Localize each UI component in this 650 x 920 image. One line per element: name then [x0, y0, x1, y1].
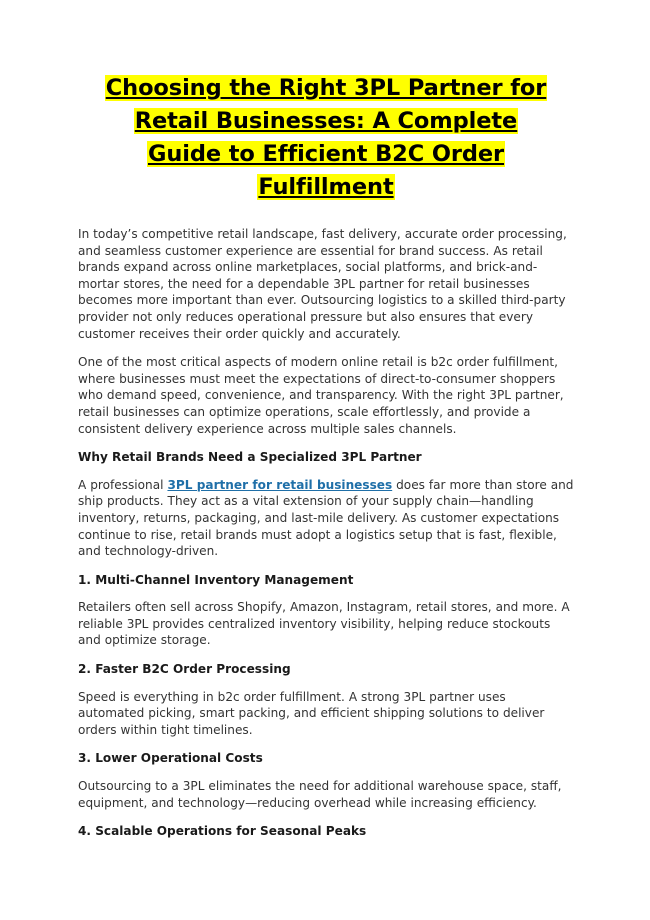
paragraph-multi-channel-inventory: Retailers often sell across Shopify, Amazon, Instagram, retail stores, and more. A reliable 3PL provides centralized inventory visibility, helping reduce stockouts and optimize storage. — [78, 600, 570, 648]
section-heading-faster-b2c-order-processing: 2. Faster B2C Order Processing — [78, 662, 291, 677]
paragraph-faster-b2c-order-processing: Speed is everything in b2c order fulfillment. A strong 3PL partner uses automated picking, smart packing, and efficient shipping solutions to deliver orders within tight timelines. — [78, 689, 545, 737]
page-title — [78, 72, 574, 204]
link-3pl-partner-for-retail-businesses[interactable]: 3PL partner for retail businesses — [167, 477, 393, 492]
intro-paragraph-1: In today’s competitive retail landscape, fast delivery, accurate order processing, and seamless customer experience are essential for brand success. As retail brands expand across online marketplaces, social platforms, and brick-and-mortar stores, the need for a dependable 3PL partner for retail businesses becomes more important than ever. Outsourcing logistics to a skilled third-party provider not only reduces operational pressure but also ensures that every customer receives their order quickly and accurately. — [78, 227, 567, 341]
paragraph-lower-operational-costs: Outsourcing to a 3PL eliminates the need for additional warehouse space, staff, equipment, and technology—reducing overhead while increasing efficiency. — [78, 779, 562, 810]
title-line-3-text: Guide to Efficient B2C Order — [147, 141, 505, 167]
title-line-1 — [78, 72, 574, 105]
section-heading-multi-channel-inventory-management: 1. Multi-Channel Inventory Management — [78, 572, 354, 587]
title-line-2 — [78, 105, 574, 138]
paragraph-text-before-link: A professional — [78, 477, 168, 492]
title-line-3 — [78, 138, 574, 171]
title-line-4-text: Fulfillment — [258, 174, 394, 200]
section-heading-lower-operational-costs: 3. Lower Operational Costs — [78, 751, 263, 766]
paragraph-text-after-link: does far more than store and ship products. They act as a vital extension of your supply chain—handling inventory, returns, packaging, and last-mile delivery. As customer expectations continue to rise, retail brands must adopt a logistics setup that is fast, flexible, and technology-driven. — [78, 477, 574, 559]
title-line-2-text: Retail Businesses: A Complete — [134, 108, 518, 134]
title-line-1-text: Choosing the Right 3PL Partner for — [105, 75, 547, 101]
intro-paragraph-2: One of the most critical aspects of modern online retail is b2c order fulfillment, where businesses must meet the expectations of direct-to-consumer shoppers who demand speed, convenience, and transparency. With the right 3PL partner, retail businesses can optimize operations, scale effortlessly, and provide a consistent delivery experience across multiple sales channels. — [78, 355, 564, 436]
title-line-4 — [78, 171, 574, 204]
section-heading-scalable-operations-seasonal-peaks: 4. Scalable Operations for Seasonal Peaks — [78, 824, 367, 839]
section-heading-why-specialized-3pl: Why Retail Brands Need a Specialized 3PL Partner — [78, 450, 422, 465]
paragraph-professional-3pl — [78, 477, 574, 560]
document-content — [78, 72, 574, 851]
